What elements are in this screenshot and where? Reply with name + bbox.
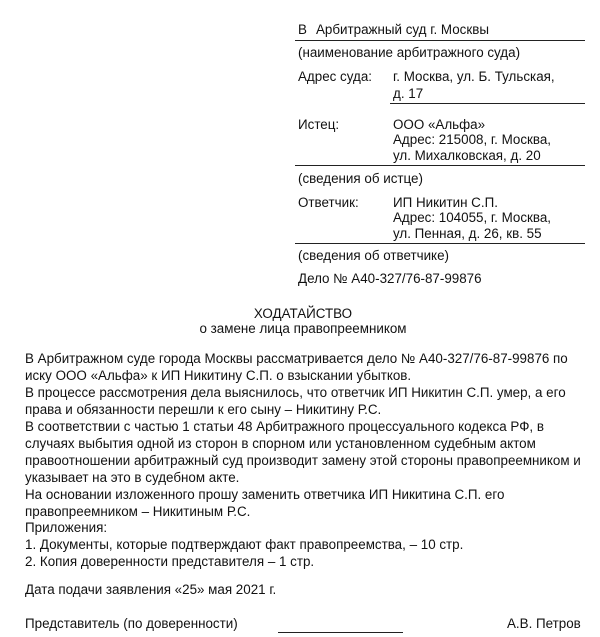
attachment-item: 1. Документы, которые подтверждают факт правопреемства, – 10 стр. — [25, 537, 464, 552]
body-line: правоотношении арбитражный суд производит замену этой стороны правопреемником и — [25, 453, 581, 468]
signature-name: А.В. Петров — [507, 616, 581, 631]
defendant-address-line2: ул. Пенная, д. 26, кв. 55 — [393, 226, 542, 241]
defendant-name: ИП Никитин С.П. — [393, 195, 498, 210]
case-number: Дело № А40-327/76-87-99876 — [298, 271, 482, 286]
court-prefix: В — [298, 22, 307, 37]
body-text — [25, 350, 585, 520]
court-address-line2: д. 17 — [393, 86, 424, 101]
attachments-heading: Приложения: — [25, 520, 108, 535]
document-title: ХОДАТАЙСТВО — [253, 306, 353, 321]
plaintiff-address-line1: Адрес: 215008, г. Москва, — [393, 132, 552, 147]
body-line: указывает на это в судебном акте. — [25, 470, 240, 485]
court-name: Арбитражный суд г. Москвы — [316, 22, 489, 37]
body-line: правопреемником – Никитиным Р.С. — [25, 504, 251, 519]
body-line: права и обязанности перешли к его сыну – Никитину Р.С. — [25, 402, 382, 417]
attachment-item: 2. Копия доверенности представителя – 1 стр. — [25, 554, 315, 569]
document-subtitle: о замене лица правопреемником — [199, 321, 407, 336]
court-caption: (наименование арбитражного суда) — [298, 45, 521, 60]
court-address-line1: г. Москва, ул. Б. Тульская, — [393, 69, 555, 84]
body-line: случаях выбытия одной из сторон в спорном или установленном судебным актом — [25, 436, 536, 451]
attachments — [25, 519, 585, 570]
defendant-underline — [295, 243, 585, 244]
court-address-underline — [390, 103, 585, 104]
body-line: В соответствии с частью 1 статьи 48 Арбитражного процессуального кодекса РФ, в — [25, 419, 544, 434]
plaintiff-caption: (сведения об истце) — [298, 171, 423, 186]
plaintiff-address-line2: ул. Михалковская, д. 20 — [393, 148, 541, 163]
body-line: На основании изложенного прошу заменить ответчика ИП Никитина С.П. его — [25, 487, 505, 502]
body-line: В процессе рассмотрения дела выяснилось, что ответчик ИП Никитин С.П. умер, а его — [25, 385, 566, 400]
defendant-address-line1: Адрес: 104055, г. Москва, — [393, 210, 552, 225]
signature-line — [278, 632, 403, 633]
submission-date: Дата подачи заявления «25» мая 2021 г. — [25, 582, 277, 597]
court-name-underline — [295, 40, 585, 41]
signature-label: Представитель (по доверенности) — [25, 616, 238, 631]
plaintiff-label: Истец: — [298, 117, 340, 132]
plaintiff-name: ООО «Альфа» — [393, 117, 486, 132]
defendant-caption: (сведения об ответчике) — [298, 248, 449, 263]
body-line: иску ООО «Альфа» к ИП Никитину С.П. о взыскании убытков. — [25, 368, 412, 383]
defendant-label: Ответчик: — [298, 195, 359, 210]
plaintiff-underline — [295, 165, 585, 166]
court-address-label: Адрес суда: — [298, 69, 372, 84]
body-line: В Арбитражном суде города Москвы рассматривается дело № А40-327/76-87-99876 по — [25, 351, 568, 366]
